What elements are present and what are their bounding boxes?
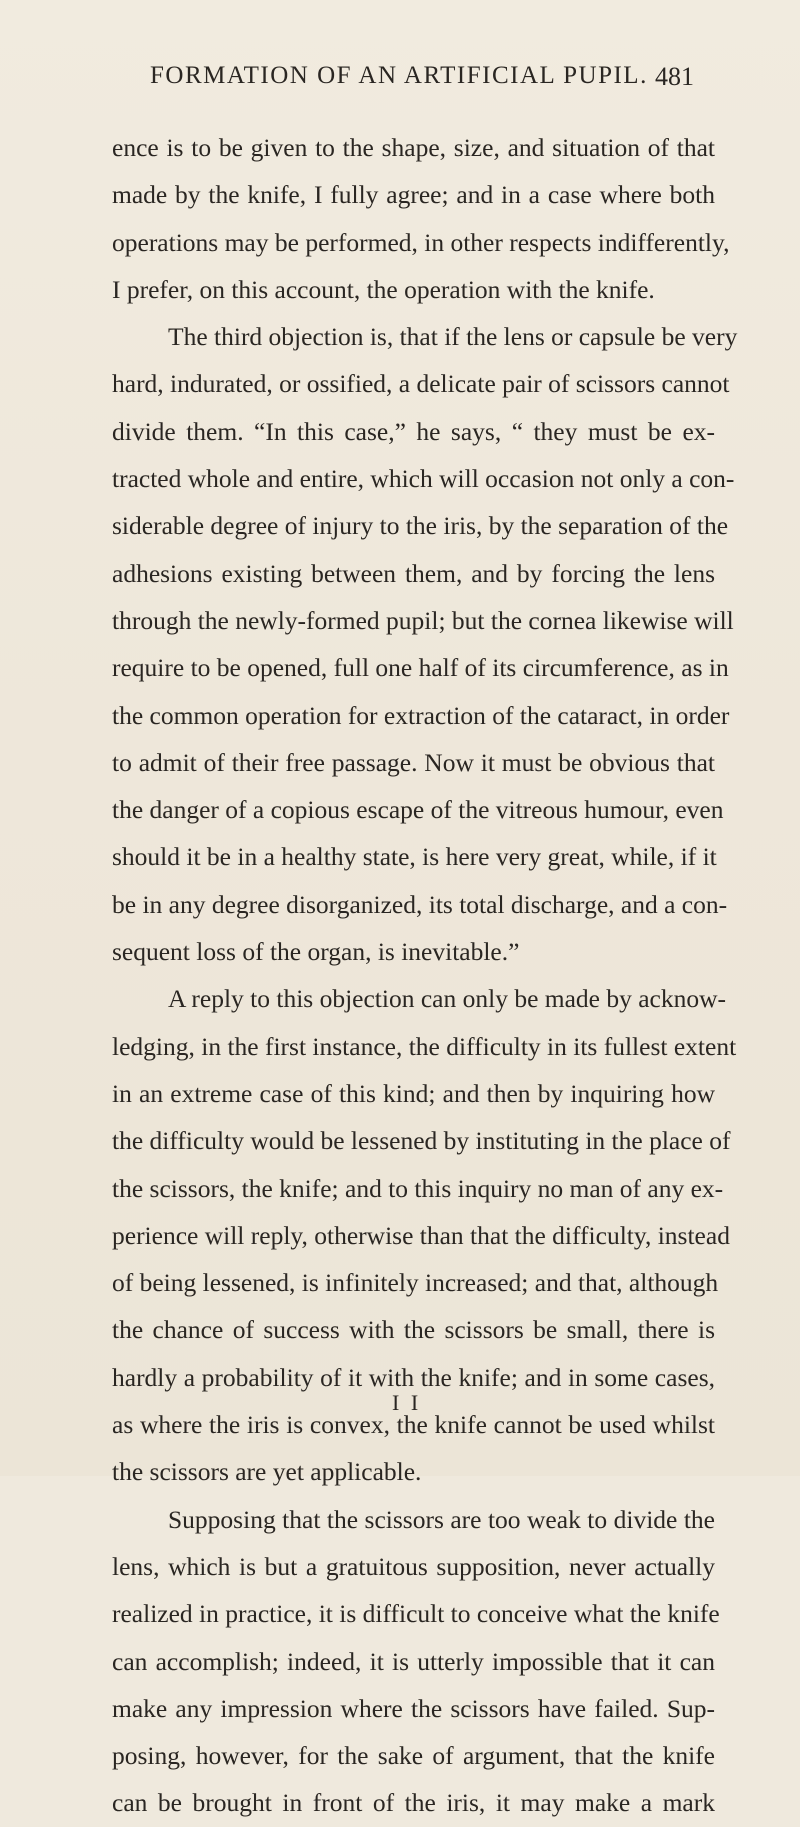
- text-line: to admit of their free passage. Now it must be obvious that: [112, 747, 715, 777]
- body-text: [112, 124, 738, 1827]
- text-line: through the newly-formed pupil; but the cornea likewise will: [112, 605, 734, 635]
- signature-mark: I I: [392, 1390, 422, 1415]
- running-head: FORMATION OF AN ARTIFICIAL PUPIL.: [150, 62, 648, 89]
- text-line: the chance of success with the scissors be small, there is: [112, 1315, 715, 1345]
- text-line: sequent loss of the organ, is inevitable.”: [112, 937, 520, 967]
- text-line: siderable degree of injury to the iris, by the separation of the: [112, 511, 729, 541]
- text-line: should it be in a healthy state, is here very great, while, if it: [112, 842, 717, 872]
- text-line: be in any degree disorganized, its total discharge, and a con-: [112, 889, 728, 919]
- text-line: the scissors, the knife; and to this inquiry no man of any ex-: [112, 1173, 724, 1203]
- text-line: of being lessened, is infinitely increased; and that, although: [112, 1268, 719, 1298]
- text-line: Supposing that the scissors are too weak to divide the: [168, 1504, 715, 1534]
- text-line: posing, however, for the sake of argument, that the knife: [112, 1741, 715, 1771]
- text-line: adhesions existing between them, and by forcing the lens: [112, 558, 715, 588]
- text-line: can be brought in front of the iris, it may make a mark: [112, 1788, 715, 1818]
- text-line: hard, indurated, or ossified, a delicate pair of scissors cannot: [112, 369, 730, 399]
- text-line: hardly a probability of it with the knife; and in some cases,: [112, 1362, 715, 1392]
- text-line: make any impression where the scissors have failed. Sup-: [112, 1693, 715, 1723]
- text-line: in an extreme case of this kind; and then by inquiring how: [112, 1078, 715, 1108]
- text-line: can accomplish; indeed, it is utterly impossible that it can: [112, 1646, 715, 1676]
- text-line: ence is to be given to the shape, size, and situation of that: [112, 133, 715, 162]
- text-line: made by the knife, I fully agree; and in a case where both: [112, 180, 715, 210]
- text-line: I prefer, on this account, the operation with the knife.: [112, 274, 655, 304]
- text-line: The third objection is, that if the lens or capsule be very: [168, 322, 738, 352]
- text-line: ledging, in the first instance, the difficulty in its fullest extent: [112, 1031, 737, 1061]
- text-line: lens, which is but a gratuitous supposition, never actually: [112, 1551, 715, 1581]
- text-line: the common operation for extraction of the cataract, in order: [112, 700, 730, 730]
- text-line: require to be opened, full one half of its circumference, as in: [112, 653, 729, 683]
- text-line: the scissors are yet applicable.: [112, 1457, 422, 1487]
- text-line: operations may be performed, in other respects indifferently,: [112, 227, 730, 257]
- page-header: [150, 62, 710, 102]
- text-line: the danger of a copious escape of the vitreous humour, even: [112, 795, 724, 825]
- text-line: realized in practice, it is difficult to conceive what the knife: [112, 1599, 720, 1629]
- text-line: divide them. “In this case,” he says, “ they must be ex-: [112, 416, 715, 446]
- text-line: the difficulty would be lessened by instituting in the place of: [112, 1126, 731, 1156]
- text-line: as where the iris is convex, the knife cannot be used whilst: [112, 1410, 715, 1440]
- text-line: tracted whole and entire, which will occasion not only a con-: [112, 464, 735, 494]
- text-line: A reply to this objection can only be made by acknow-: [168, 984, 727, 1014]
- page-number: 481: [655, 62, 694, 91]
- text-line: perience will reply, otherwise than that the difficulty, instead: [112, 1220, 730, 1250]
